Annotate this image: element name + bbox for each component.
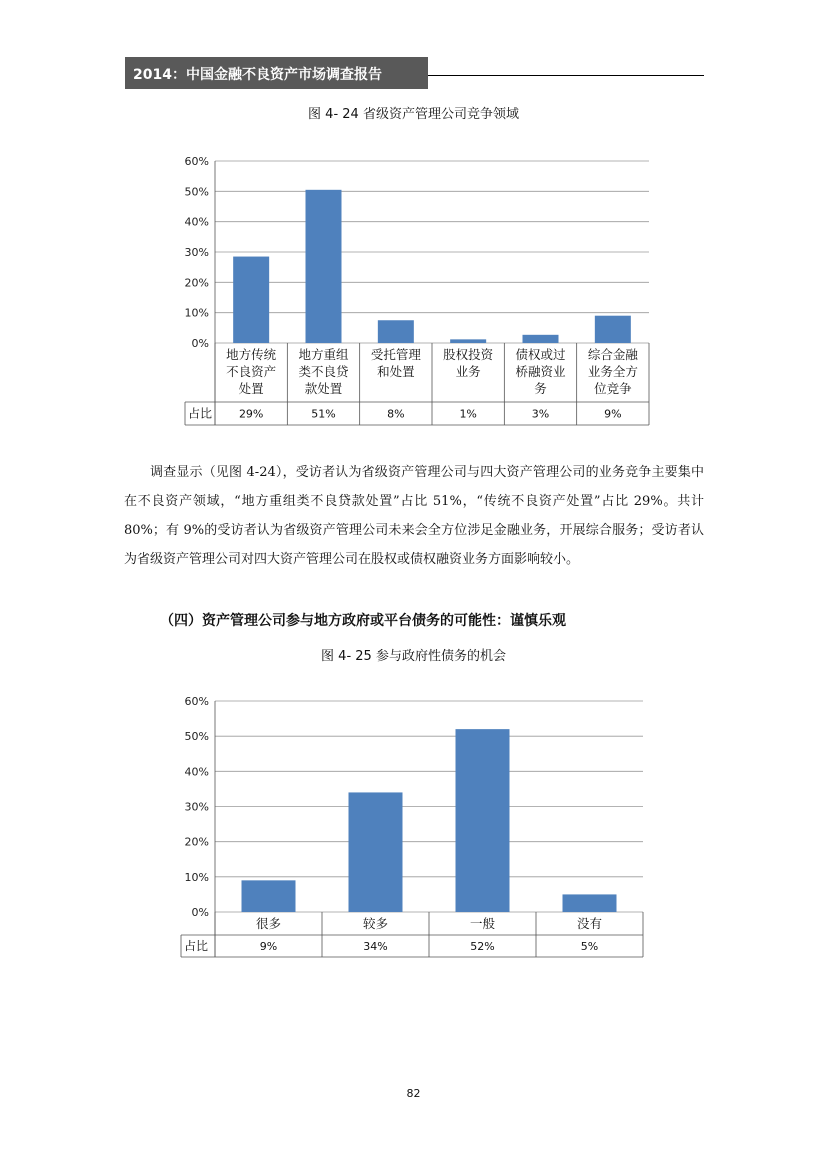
- chart1-category-label: 不良资产: [226, 364, 277, 379]
- chart2-ytick-label: 60%: [184, 695, 209, 708]
- body-paragraph: [124, 458, 704, 574]
- chart2-category-label: 没有: [576, 916, 603, 931]
- chart1-category-label: 股权投资: [443, 347, 494, 362]
- chart1-row-label: 占比: [188, 406, 213, 421]
- chart1-data-label: 3%: [531, 407, 550, 421]
- chart1-category-label: 款处置: [304, 381, 343, 396]
- chart1-ytick-label: 10%: [184, 306, 209, 320]
- chart1-bar: [450, 339, 486, 343]
- chart1-bar: [595, 316, 631, 343]
- chart1-bar: [523, 335, 559, 343]
- chart2-ytick-label: 40%: [184, 765, 209, 779]
- chart1-category-label: 业务: [455, 364, 481, 379]
- chart1-category-label: 综合金融: [587, 347, 638, 362]
- chart1-data-label: 51%: [311, 407, 336, 421]
- chart1-bar: [378, 320, 414, 343]
- chart2-data-label: 34%: [363, 940, 388, 953]
- chart1-category-label: 类不良贷: [298, 364, 349, 379]
- chart1-ytick-label: 50%: [184, 185, 209, 199]
- chart1-category-label: 受托管理: [370, 347, 421, 362]
- chart2-bar: [563, 894, 617, 912]
- chart2-ytick-label: 10%: [184, 870, 209, 884]
- chart2-ytick-label: 30%: [184, 800, 209, 814]
- chart2-bar: [349, 792, 403, 912]
- header-title: 2014：中国金融不良资产市场调查报告: [133, 67, 382, 83]
- chart1-ytick-label: 40%: [184, 215, 209, 229]
- chart1-ytick-label: 30%: [184, 246, 209, 259]
- chart1-category-label: 处置: [238, 381, 264, 396]
- chart2-ytick-label: 50%: [184, 730, 209, 744]
- chart2-data-label: 5%: [580, 940, 599, 953]
- chart2-data-label: 9%: [259, 940, 278, 953]
- chart1-data-label: 8%: [387, 407, 405, 421]
- chart1-category-label: 业务全方: [587, 364, 638, 379]
- chart1-bar: [233, 257, 269, 343]
- page-number: 82: [406, 1087, 421, 1100]
- section-heading: （四）资产管理公司参与地方政府或平台债务的可能性：谨慎乐观: [160, 613, 566, 629]
- chart1-category-label: 地方重组: [298, 347, 349, 362]
- chart2-bar: [242, 880, 296, 912]
- chart1-data-label: 1%: [459, 407, 477, 421]
- paragraph-text: 调查显示（见图 4-24），受访者认为省级资产管理公司与四大资产管理公司的业务竞争主要集中在不良资产领域，“地方重组类不良贷款处置”占比 51%，“传统不良资产处置”占比 29%。共计 80%；有 9%的受访者认为省级资产管理公司未来会全方位涉足金融业务，开展综合服务；受访者认为省级资产管理公司对四大资产管理公司在股权或债权融资业务方面影响较小。: [124, 465, 704, 567]
- figure1-title: 图 4- 24 省级资产管理公司竞争领域: [308, 107, 519, 122]
- chart2-category-label: 一般: [469, 916, 496, 931]
- chart2-data-label: 52%: [470, 940, 495, 953]
- chart-competition-areas: [0, 0, 827, 440]
- chart1-category-label: 债权或过: [515, 347, 566, 362]
- chart1-data-label: 9%: [604, 407, 622, 421]
- chart2-category-label: 较多: [362, 916, 389, 931]
- chart1-ytick-label: 20%: [184, 276, 209, 290]
- chart1-category-label: 务: [534, 381, 547, 396]
- figure2-title: 图 4- 25 参与政府性债务的机会: [321, 649, 506, 664]
- chart1-ytick-label: 0%: [191, 337, 209, 350]
- chart1-category-label: 位竞争: [594, 381, 632, 396]
- chart2-category-label: 很多: [255, 916, 282, 931]
- chart2-row-label: 占比: [184, 939, 209, 953]
- chart1-category-label: 桥融资业: [515, 364, 566, 379]
- chart1-bar: [306, 190, 342, 343]
- chart2-ytick-label: 0%: [191, 906, 209, 919]
- chart1-ytick-label: 60%: [184, 155, 209, 168]
- chart2-ytick-label: 20%: [184, 835, 209, 849]
- chart1-category-label: 地方传统: [226, 347, 277, 362]
- chart1-category-label: 和处置: [377, 364, 415, 379]
- chart2-bar: [456, 729, 510, 912]
- chart1-data-label: 29%: [238, 407, 264, 421]
